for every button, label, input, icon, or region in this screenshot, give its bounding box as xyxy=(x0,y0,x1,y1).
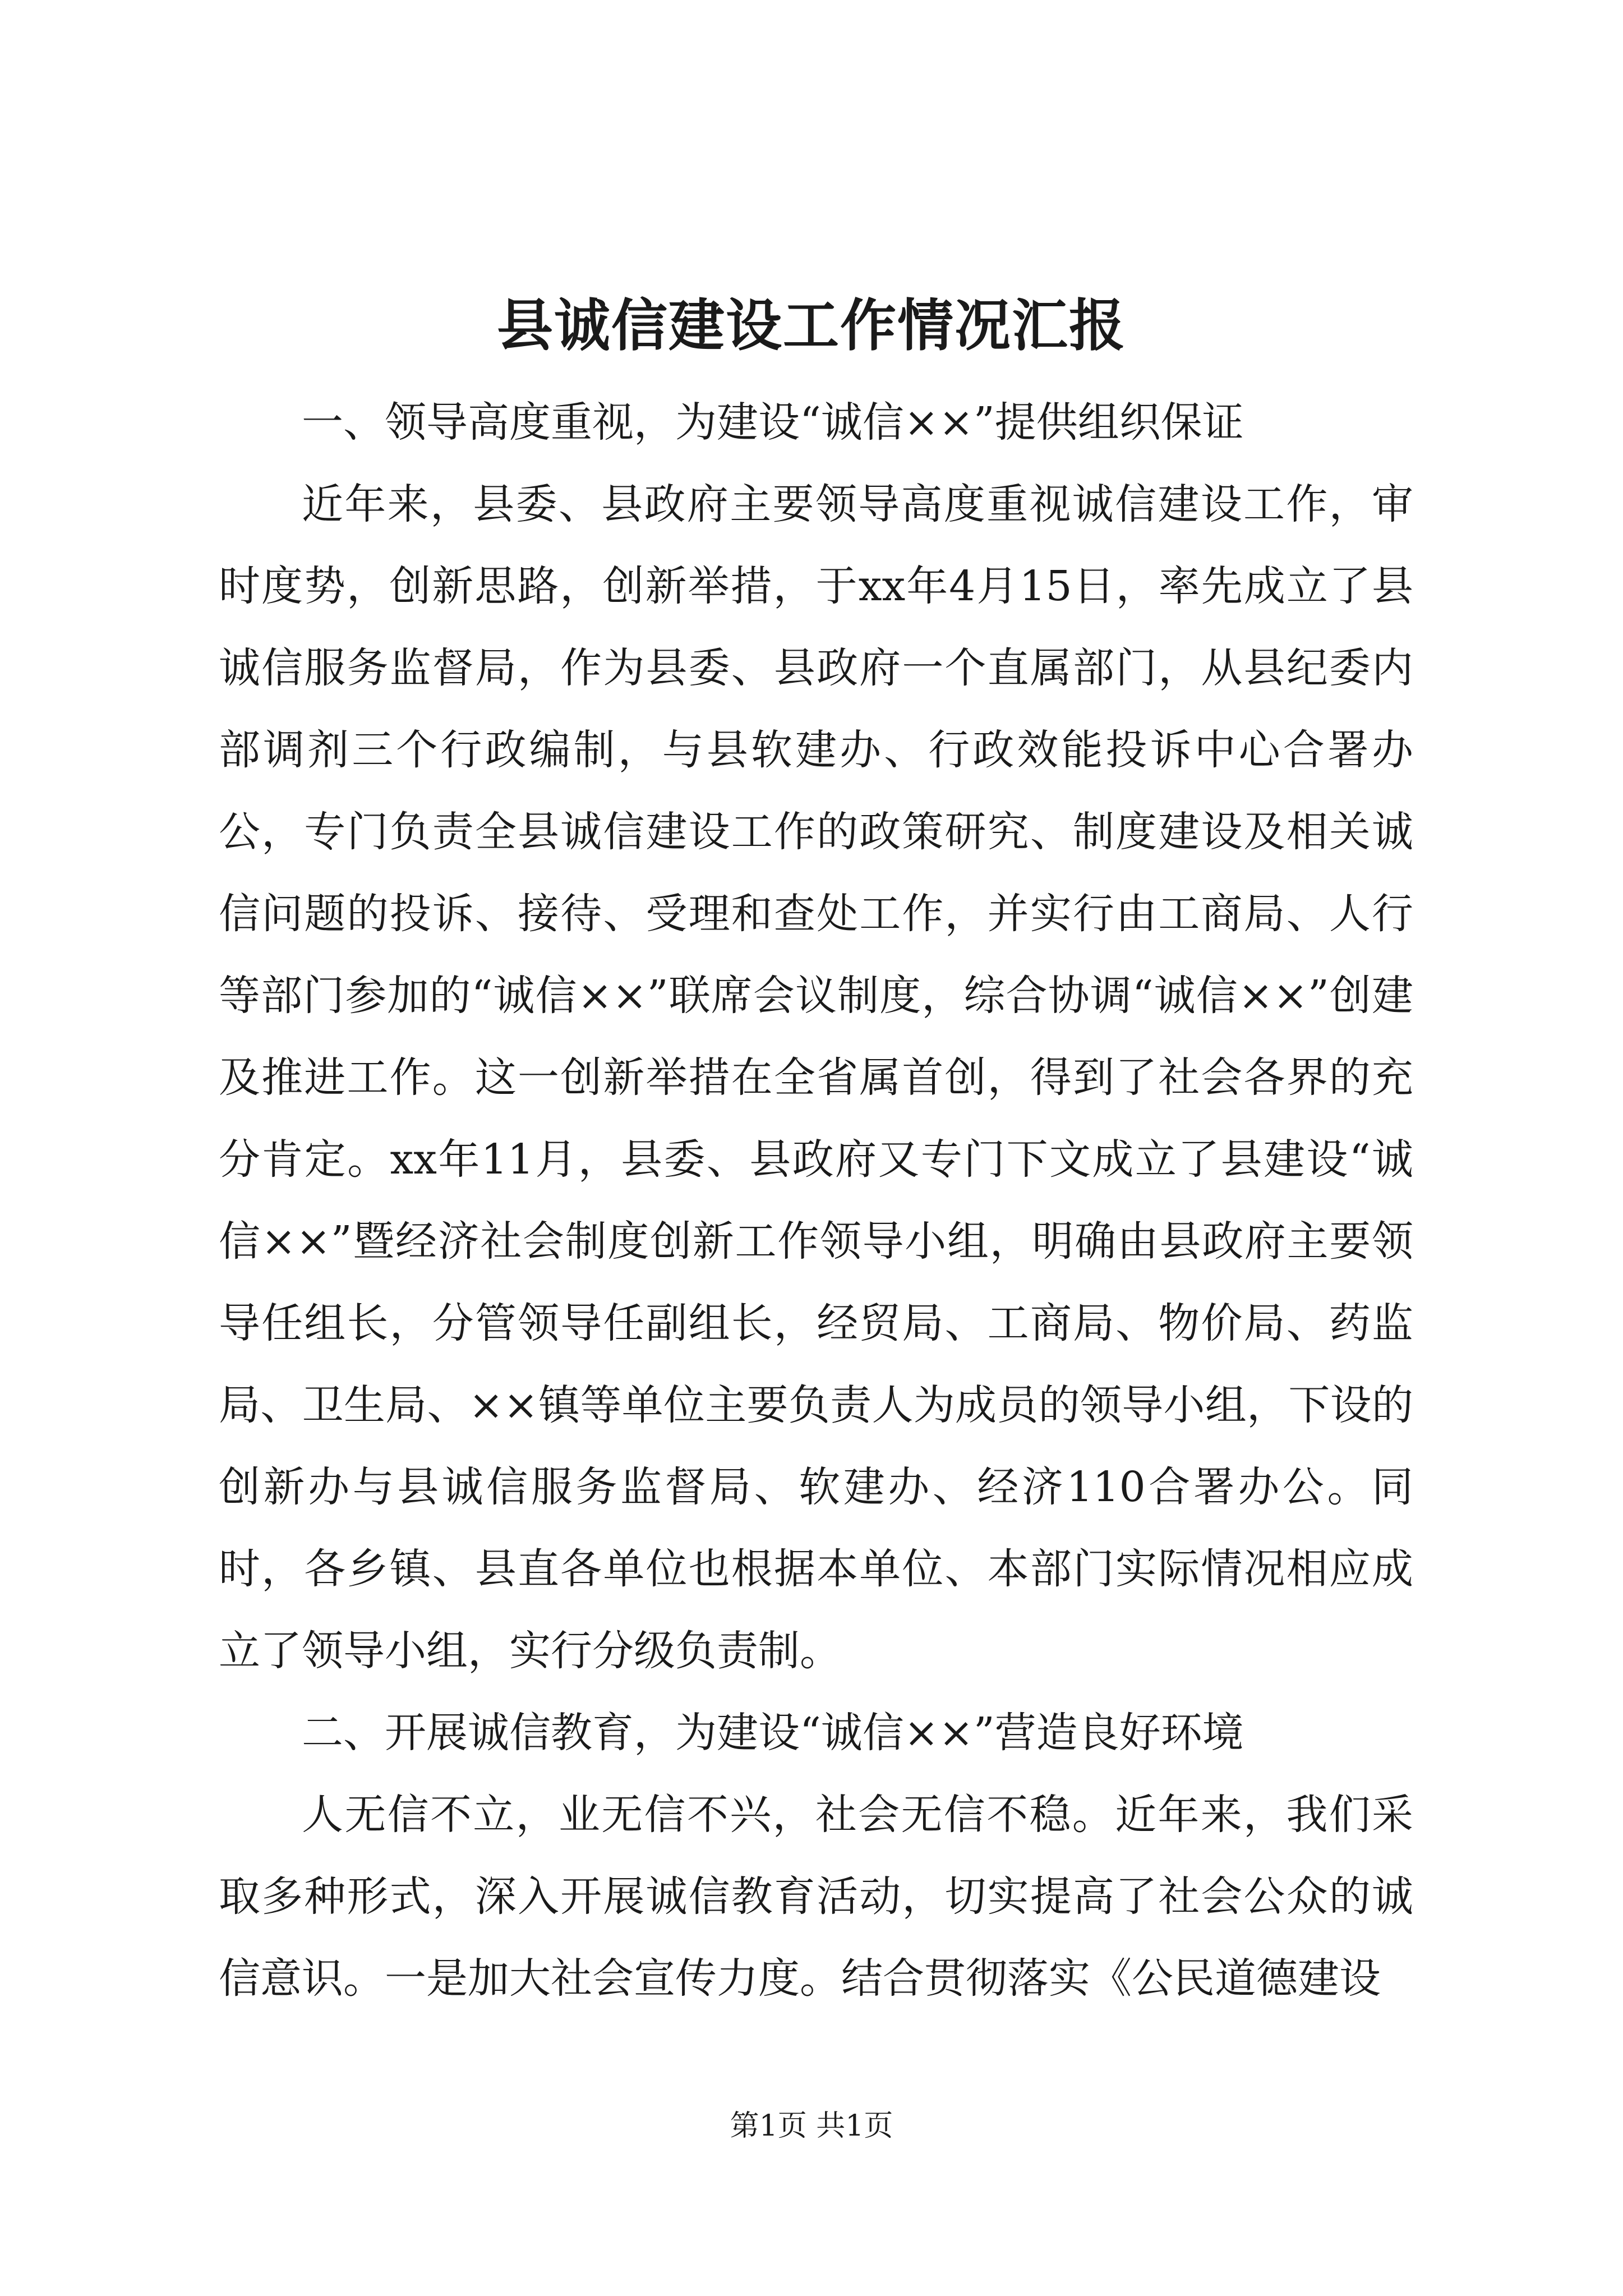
document-body xyxy=(219,381,1413,2019)
paragraph-2: 人无信不立，业无信不兴，社会无信不稳。近年来，我们采取多种形式，深入开展诚信教育活动，切实提高了社会公众的诚信意识。一是加大社会宣传力度。结合贯彻落实《公民道德建设 xyxy=(219,1791,1413,2003)
document-title: 县诚信建设工作情况汇报 xyxy=(497,292,1126,358)
section-heading-2: 二、开展诚信教育，为建设“诚信××”营造良好环境 xyxy=(302,1709,1244,1757)
page-footer: 第1页 共1页 xyxy=(730,2109,893,2143)
section-heading-1: 一、领导高度重视，为建设“诚信××”提供组织保证 xyxy=(302,398,1244,447)
paragraph-1: 近年来，县委、县政府主要领导高度重视诚信建设工作，审时度势，创新思路，创新举措，于xx年4月15日，率先成立了县诚信服务监督局，作为县委、县政府一个直属部门，从县纪委内部调剂三个行政编制，与县软建办、行政效能投诉中心合署办公，专门负责全县诚信建设工作的政策研究、制度建设及相关诚信问题的投诉、接待、受理和查处工作，并实行由工商局、人行等部门参加的“诚信××”联席会议制度，综合协调“诚信××”创建及推进工作。这一创新举措在全省属首创，得到了社会各界的充分肯定。xx年11月，县委、县政府又专门下文成立了县建设“诚信××”暨经济社会制度创新工作领导小组，明确由县政府主要领导任组长，分管领导任副组长，经贸局、工商局、物价局、药监局、卫生局、××镇等单位主要负责人为成员的领导小组，下设的创新办与县诚信服务监督局、软建办、经济110合署办公。同时，各乡镇、县直各单位也根据本单位、本部门实际情况相应成立了领导小组，实行分级负责制。 xyxy=(219,480,1413,1675)
